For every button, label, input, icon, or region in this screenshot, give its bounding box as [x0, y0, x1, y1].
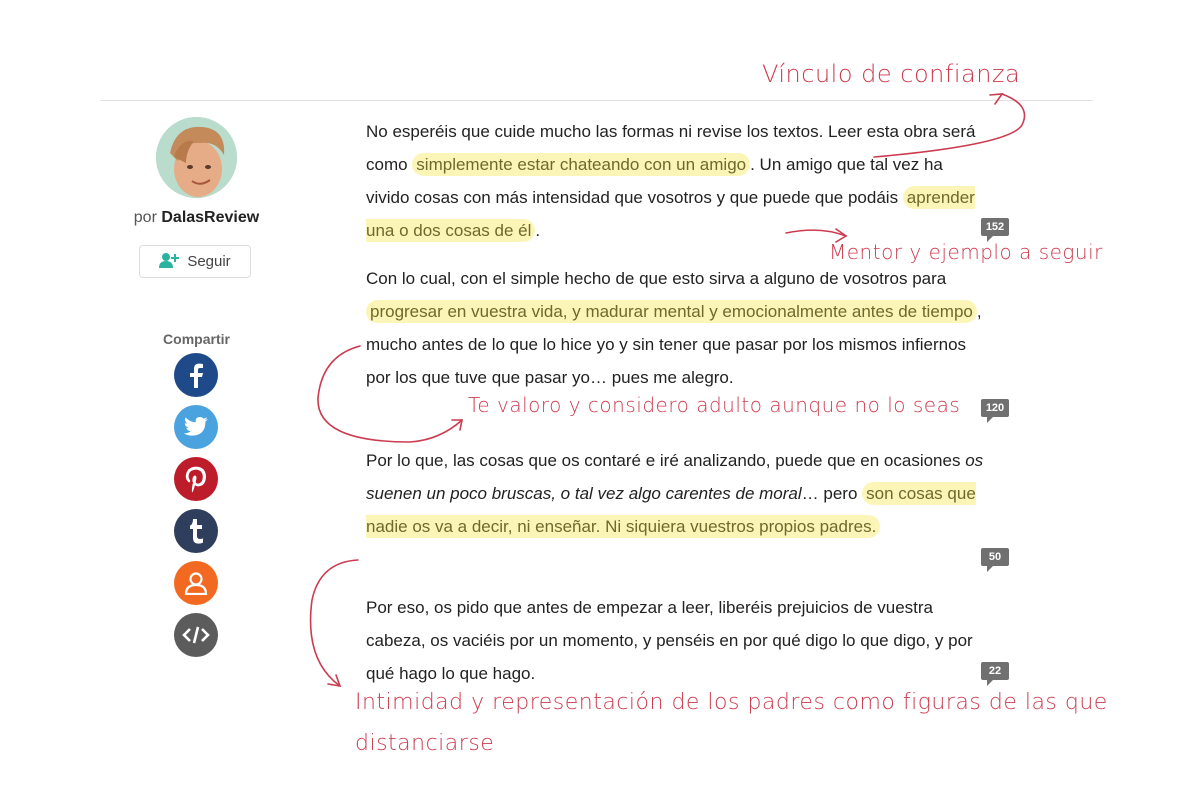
share-label: Compartir: [163, 331, 230, 347]
paragraph-text: , mucho antes de lo que lo hice yo y sin tener que pasar por los mismos infiernos por los que tuve que pasar yo… pues me alegro.: [366, 302, 982, 387]
inline-comment-count[interactable]: 152: [981, 218, 1009, 236]
inline-comment-count[interactable]: 50: [981, 548, 1009, 566]
highlight-span[interactable]: son cosas que nadie os va a decir, ni enseñar. Ni siquiera vuestros propios padres.: [366, 484, 976, 536]
header-divider: [100, 100, 1093, 101]
article-paragraph-2[interactable]: [366, 262, 986, 394]
annotation-mentor: Mentor y ejemplo a seguir: [829, 240, 1103, 264]
share-profile-button[interactable]: [174, 561, 218, 605]
inline-comment-count[interactable]: 120: [981, 399, 1009, 417]
share-facebook-button[interactable]: [174, 353, 218, 397]
share-tumblr-button[interactable]: [174, 509, 218, 553]
paragraph-text: Por lo que, las cosas que os contaré e iré analizando, puede que en ocasiones: [366, 451, 966, 470]
author-byline: [100, 209, 293, 227]
facebook-icon: [185, 362, 207, 388]
follow-label: Seguir: [187, 253, 231, 270]
annotation-intimacy-line1: Intimidad y representación de los padres como figuras de las que: [355, 690, 1108, 715]
add-user-icon: [159, 252, 179, 272]
twitter-icon: [183, 416, 209, 438]
highlight-span[interactable]: progresar en vuestra vida, y madurar mental y emocionalmente antes de tiempo: [366, 300, 977, 323]
tumblr-icon: [187, 518, 205, 544]
share-pinterest-button[interactable]: [174, 457, 218, 501]
share-twitter-button[interactable]: [174, 405, 218, 449]
annotation-intimacy-line2: distanciarse: [355, 731, 495, 756]
author-name-link[interactable]: DalasReview: [161, 209, 260, 226]
user-icon: [184, 571, 208, 595]
paragraph-text: . Un amigo que tal vez ha vivido cosas con más intensidad que vosotros y que puede que podáis: [366, 155, 943, 207]
paragraph-text: No esperéis que cuide mucho las formas ni revise los textos. Leer esta obra será como: [366, 122, 976, 174]
highlight-span[interactable]: aprender una o dos cosas de él: [366, 188, 975, 240]
paragraph-text: .: [535, 221, 541, 240]
annotation-value-adult: Te valoro y considero adulto aunque no lo seas: [468, 393, 961, 417]
share-embed-button[interactable]: [174, 613, 218, 657]
inline-comment-count[interactable]: 22: [981, 662, 1009, 680]
author-prefix: por: [133, 209, 157, 226]
author-avatar[interactable]: [156, 117, 237, 198]
paragraph-text: … pero: [801, 484, 863, 503]
emphasis-text: os suenen un poco bruscas, o tal vez algo carentes de moral: [366, 451, 984, 503]
follow-button[interactable]: [139, 245, 251, 278]
highlight-span[interactable]: simplemente estar chateando con un amigo: [412, 153, 750, 176]
pinterest-icon: [184, 465, 208, 493]
paragraph-text: Por eso, os pido que antes de empezar a leer, liberéis prejuicios de vuestra cabeza, os vaciéis por un momento, y penséis en por qué digo lo que digo, y por qué hago lo que hago.: [366, 598, 973, 683]
article-paragraph-3[interactable]: [366, 444, 986, 543]
article-paragraph-1[interactable]: [366, 115, 986, 247]
annotation-trust-bond: Vínculo de confianza: [762, 60, 1021, 88]
paragraph-text: Con lo cual, con el simple hecho de que esto sirva a alguno de vosotros para: [366, 269, 947, 288]
article-paragraph-4[interactable]: [366, 591, 986, 690]
code-embed-icon: [182, 625, 210, 645]
